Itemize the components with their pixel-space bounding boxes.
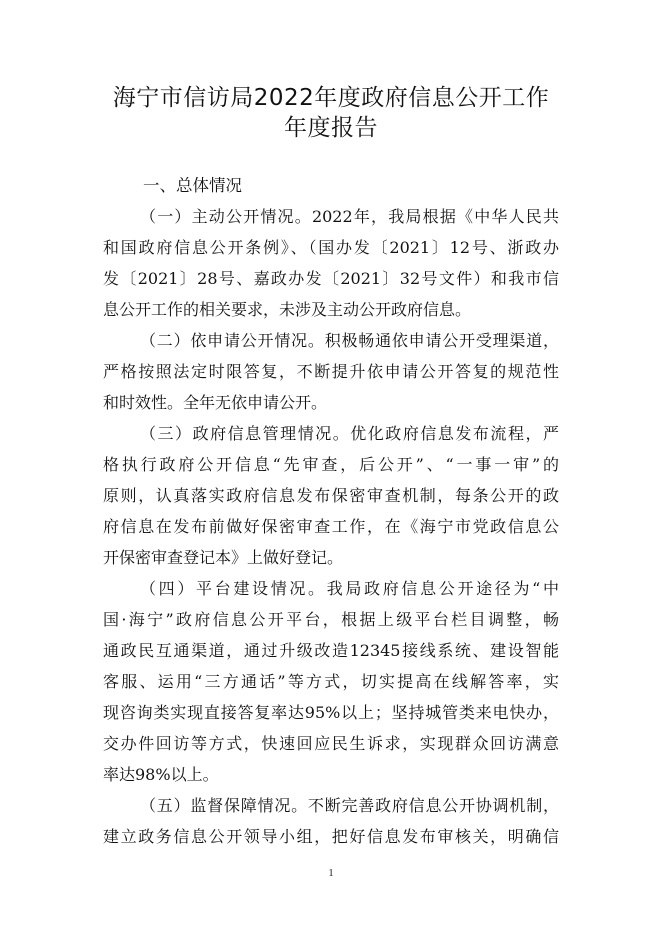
paragraph-1-line-2: 和国政府信息公开条例》、（国办发〔2021〕12号、浙政办	[103, 238, 559, 257]
paragraph-3-line-4: 府信息在发布前做好保密审查工作，在《海宁市党政信息公	[103, 517, 559, 536]
paragraph-3-line-1: （三）政府信息管理情况。优化政府信息发布流程，严	[140, 424, 559, 443]
paragraph-4-line-4: 客服、运用“三方通话”等方式，切实提高在线解答率，实	[103, 672, 559, 691]
page-number: 1	[328, 868, 334, 879]
paragraph-3-line-3: 原则，认真落实政府信息发布保密审查机制，每条公开的政	[103, 486, 559, 505]
paragraph-1-line-3: 发〔2021〕28号、嘉政办发〔2021〕32号文件）和我市信	[103, 269, 559, 288]
paragraph-4-line-6: 交办件回访等方式，快速回应民生诉求，实现群众回访满意	[103, 734, 559, 753]
paragraph-1-line-4: 息公开工作的相关要求，未涉及主动公开政府信息。	[103, 300, 472, 319]
paragraph-2-line-1: （二）依申请公开情况。积极畅通依申请公开受理渠道，	[140, 331, 559, 350]
report-title-line-2: 年度报告	[284, 115, 378, 141]
paragraph-4-line-2: 国·海宁”政府信息公开平台，根据上级平台栏目调整，畅	[103, 610, 559, 629]
paragraph-5-line-2: 建立政务信息公开领导小组，把好信息发布审核关，明确信	[103, 827, 559, 846]
paragraph-3-line-2: 格执行政府公开信息“先审查，后公开”、“一事一审”的	[103, 455, 559, 474]
paragraph-3-line-5: 开保密审查登记本》上做好登记。	[103, 548, 344, 567]
paragraph-4-line-3: 通政民互通渠道，通过升级改造12345接线系统、建设智能	[103, 641, 559, 660]
section-heading: 一、总体情况	[143, 176, 242, 195]
paragraph-2-line-2: 严格按照法定时限答复，不断提升依申请公开答复的规范性	[103, 362, 559, 381]
paragraph-2-line-3: 和时效性。全年无依申请公开。	[103, 393, 328, 412]
paragraph-4-line-1: （四）平台建设情况。我局政府信息公开途径为“中	[140, 579, 559, 598]
paragraph-4-line-5: 现咨询类实现直接答复率达95%以上；坚持城管类来电快办，	[103, 703, 559, 722]
paragraph-5-line-1: （五）监督保障情况。不断完善政府信息公开协调机制，	[140, 796, 559, 815]
paragraph-4-line-7: 率达98%以上。	[103, 765, 219, 784]
paragraph-1-line-1: （一）主动公开情况。2022年，我局根据《中华人民共	[140, 207, 559, 226]
report-title-line-1: 海宁市信访局2022年度政府信息公开工作	[112, 85, 550, 111]
